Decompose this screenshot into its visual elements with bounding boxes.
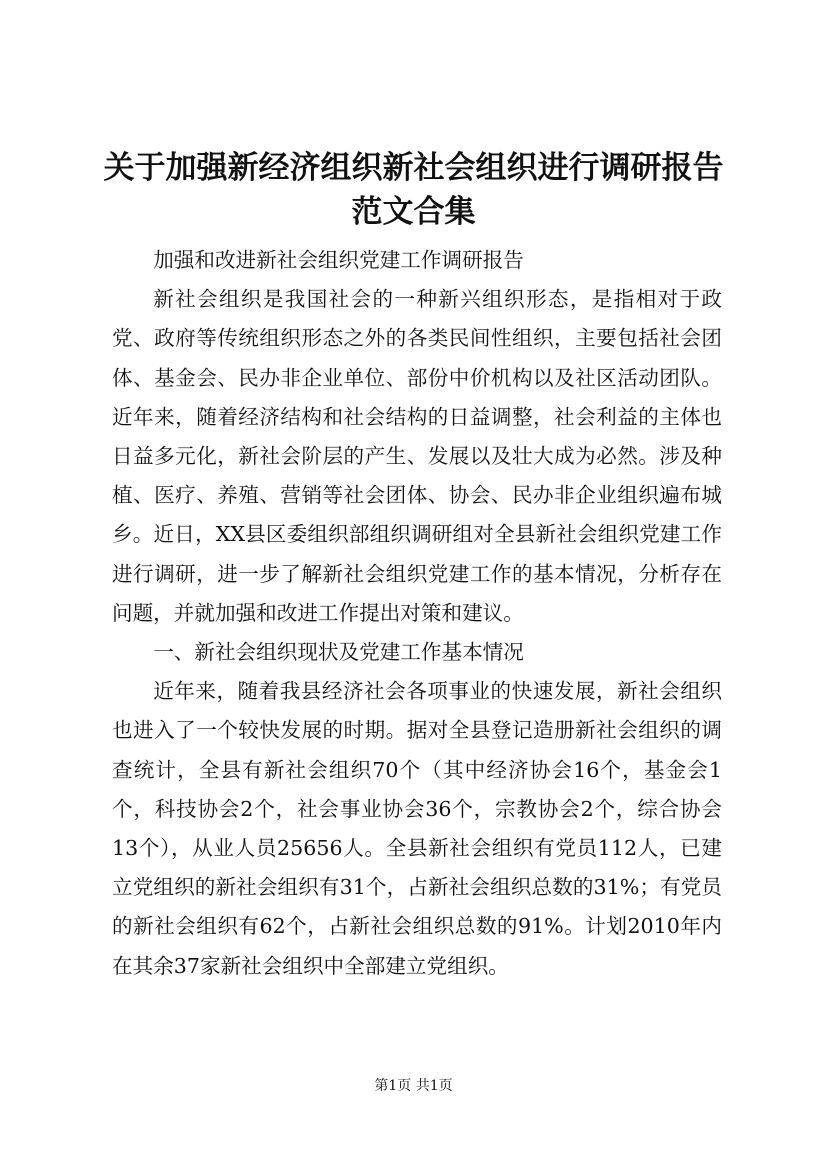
page-footer: 第1页 共1页 [374, 1078, 453, 1094]
section-heading: 一、新社会组织现状及党建工作基本情况 [153, 640, 524, 665]
title-line-2: 范文合集 [351, 194, 476, 230]
body-paragraph-2: 近年来，随着我县经济社会各项事业的快速发展，新社会组织也进入了一个较快发展的时期。据对全县登记造册新社会组织的调查统计，全县有新社会组织70个（其中经济协会16个，基金会1个，科技协会2个，社会事业协会36个，宗教协会2个，综合协会13个），从业人员25656人。全县新社会组织有党员112人，已建立党组织的新社会组织有31个，占新社会组织总数的31%；有党员的新社会组织有62个，占新社会组织总数的91%。计划2010年内在其余37家新社会组织中全部建立党组织。 [112, 679, 722, 978]
body-paragraph-1: 新社会组织是我国社会的一种新兴组织形态，是指相对于政党、政府等传统组织形态之外的各类民间性组织，主要包括社会团体、基金会、民办非企业单位、部份中价机构以及社区活动团队。近年来，随着经济结构和社会结构的日益调整，社会利益的主体也日益多元化，新社会阶层的产生、发展以及壮大成为必然。涉及种植、医疗、养殖、营销等社会团体、协会、民办非企业组织遍布城乡。近日，XX县区委组织部组织调研组对全县新社会组织党建工作进行调研，进一步了解新社会组织党建工作的基本情况，分析存在问题，并就加强和改进工作提出对策和建议。 [112, 287, 722, 625]
document-body [112, 241, 722, 986]
document-title [100, 146, 727, 234]
subtitle-paragraph: 加强和改进新社会组织党建工作调研报告 [153, 248, 524, 272]
title-line-1: 关于加强新经济组织新社会组织进行调研报告 [103, 150, 724, 186]
